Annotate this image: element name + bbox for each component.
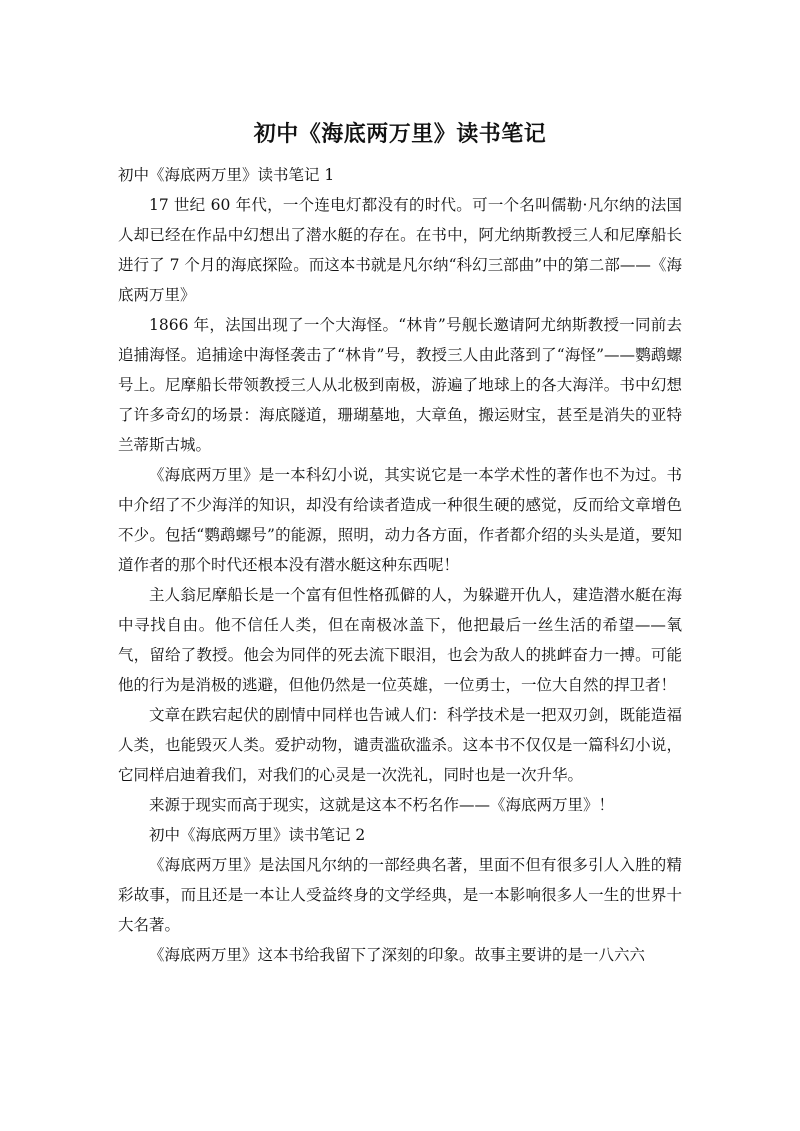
section-1-paragraph-1: 17 世纪 60 年代，一个连电灯都没有的时代。可一个名叫儒勒·凡尔纳的法国人却已经在作品中幻想出了潜水艇的存在。在书中，阿尤纳斯教授三人和尼摩船长进行了 7 个月的海底探险。而这本书就是凡尔纳“科幻三部曲”中的第二部——《海底两万里》 bbox=[118, 196, 682, 304]
section-2-paragraph-1: 《海底两万里》是法国凡尔纳的一部经典名著，里面不但有很多引人入胜的精彩故事，而且还是一本让人受益终身的文学经典，是一本影响很多人一生的世界十大名著。 bbox=[118, 856, 682, 934]
section-1-heading: 初中《海底两万里》读书笔记 1 bbox=[118, 166, 335, 184]
section-1-paragraph-3: 《海底两万里》是一本科幻小说，其实说它是一本学术性的著作也不为过。书中介绍了不少海洋的知识，却没有给读者造成一种很生硬的感觉，反而给文章增色不少。包括“鹦鹉螺号”的能源，照明，动力各方面，作者都介绍的头头是道，要知道作者的那个时代还根本没有潜水艇这种东西呢！ bbox=[118, 466, 682, 574]
section-1-paragraph-2: 1866 年，法国出现了一个大海怪。“林肯”号舰长邀请阿尤纳斯教授一同前去追捕海怪。追捕途中海怪袭击了“林肯”号，教授三人由此落到了“海怪”——鹦鹉螺号上。尼摩船长带领教授三人从北极到南极，游遍了地球上的各大海洋。书中幻想了许多奇幻的场景：海底隧道，珊瑚墓地，大章鱼，搬运财宝，甚至是消失的亚特兰蒂斯古城。 bbox=[118, 316, 682, 454]
section-1-paragraph-4: 主人翁尼摩船长是一个富有但性格孤僻的人，为躲避开仇人，建造潜水艇在海中寻找自由。他不信任人类，但在南极冰盖下，他把最后一丝生活的希望——氧气，留给了教授。他会为同伴的死去流下眼泪，也会为敌人的挑衅奋力一搏。可能他的行为是消极的逃避，但他仍然是一位英雄，一位勇士，一位大自然的捍卫者！ bbox=[118, 586, 682, 694]
document-body bbox=[118, 160, 682, 970]
document-title: 初中《海底两万里》读书笔记 bbox=[253, 122, 547, 147]
section-2-heading: 初中《海底两万里》读书笔记 2 bbox=[149, 826, 366, 844]
section-1-paragraph-6: 来源于现实而高于现实，这就是这本不朽名作——《海底两万里》！ bbox=[149, 796, 615, 814]
section-1-paragraph-5: 文章在跌宕起伏的剧情中同样也告诫人们：科学技术是一把双刃剑，既能造福人类，也能毁灭人类。爱护动物，谴责滥砍滥杀。这本书不仅仅是一篇科幻小说，它同样启迪着我们，对我们的心灵是一次洗礼，同时也是一次升华。 bbox=[118, 706, 682, 784]
section-2-paragraph-2: 《海底两万里》这本书给我留下了深刻的印象。故事主要讲的是一八六六 bbox=[149, 946, 646, 964]
